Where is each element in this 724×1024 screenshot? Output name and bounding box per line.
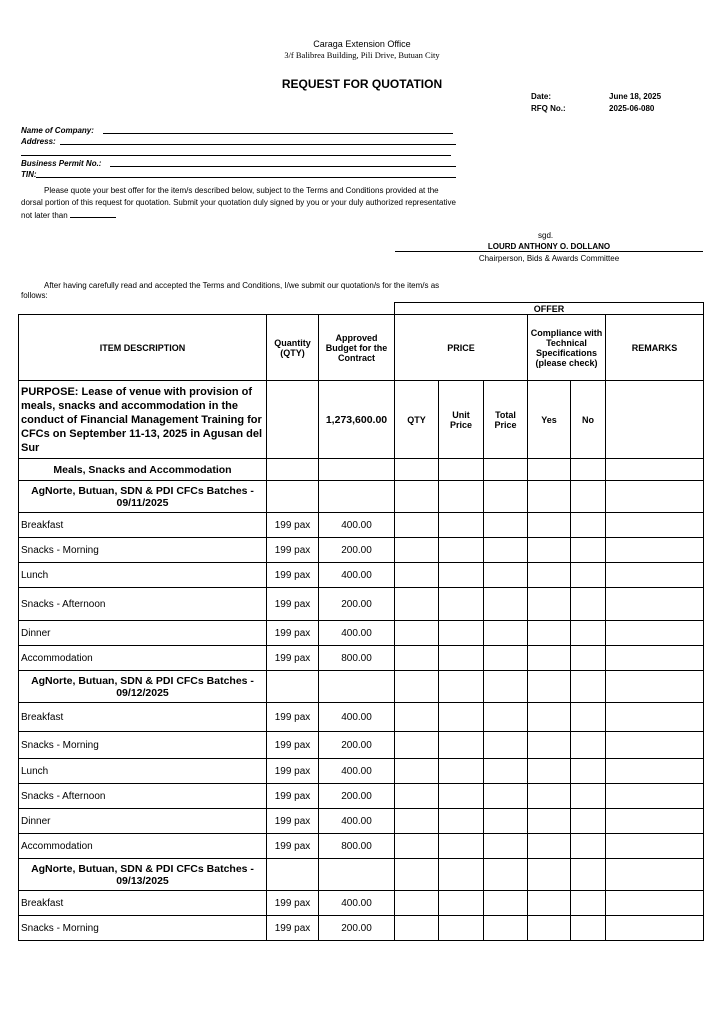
table-row bbox=[19, 703, 704, 732]
item-description: Dinner bbox=[19, 809, 267, 834]
item-abc: 400.00 bbox=[319, 621, 395, 646]
item-quantity: 199 pax bbox=[267, 588, 319, 621]
remarks-cell[interactable] bbox=[606, 759, 704, 784]
item-abc: 400.00 bbox=[319, 891, 395, 916]
item-description-header: ITEM DESCRIPTION bbox=[19, 315, 267, 381]
compliance-no-cell[interactable] bbox=[571, 916, 606, 941]
remarks-header: REMARKS bbox=[606, 315, 704, 381]
subheader-qty: QTY bbox=[395, 381, 439, 459]
compliance-yes-cell[interactable] bbox=[528, 513, 571, 538]
offer-qty-cell[interactable] bbox=[395, 588, 439, 621]
quotation-table bbox=[18, 302, 704, 941]
offer-qty-cell[interactable] bbox=[395, 732, 439, 759]
remarks-cell[interactable] bbox=[606, 703, 704, 732]
unit-price-cell[interactable] bbox=[439, 621, 484, 646]
item-quantity: 199 pax bbox=[267, 703, 319, 732]
abc-header: Approved Budget for the Contract bbox=[319, 315, 395, 381]
unit-price-cell[interactable] bbox=[439, 732, 484, 759]
unit-price-cell[interactable] bbox=[439, 563, 484, 588]
remarks-cell[interactable] bbox=[606, 732, 704, 759]
item-abc: 800.00 bbox=[319, 834, 395, 859]
item-abc: 200.00 bbox=[319, 538, 395, 563]
subheader-yes: Yes bbox=[528, 381, 571, 459]
office-address: 3/f Balibrea Building, Pili Drive, Butuan City bbox=[284, 50, 440, 60]
remarks-cell[interactable] bbox=[606, 834, 704, 859]
item-quantity: 199 pax bbox=[267, 538, 319, 563]
compliance-yes-cell[interactable] bbox=[528, 646, 571, 671]
address-line-2[interactable] bbox=[21, 155, 451, 156]
total-price-cell[interactable] bbox=[484, 538, 528, 563]
rfq-number-label: RFQ No.: bbox=[531, 104, 566, 113]
offer-qty-cell[interactable] bbox=[395, 891, 439, 916]
table-row bbox=[19, 646, 704, 671]
compliance-no-cell[interactable] bbox=[571, 563, 606, 588]
remarks-cell[interactable] bbox=[606, 784, 704, 809]
item-description: Lunch bbox=[19, 563, 267, 588]
unit-price-cell[interactable] bbox=[439, 759, 484, 784]
item-abc: 400.00 bbox=[319, 563, 395, 588]
item-quantity: 199 pax bbox=[267, 513, 319, 538]
group-title: AgNorte, Butuan, SDN & PDI CFCs Batches - 09/12/2025 bbox=[19, 671, 267, 703]
compliance-yes-cell[interactable] bbox=[528, 759, 571, 784]
item-quantity: 199 pax bbox=[267, 759, 319, 784]
compliance-yes-cell[interactable] bbox=[528, 563, 571, 588]
office-header bbox=[0, 39, 724, 61]
item-description: Lunch bbox=[19, 759, 267, 784]
compliance-no-cell[interactable] bbox=[571, 703, 606, 732]
offer-qty-cell[interactable] bbox=[395, 834, 439, 859]
item-quantity: 199 pax bbox=[267, 732, 319, 759]
total-price-cell[interactable] bbox=[484, 703, 528, 732]
compliance-yes-cell[interactable] bbox=[528, 891, 571, 916]
total-price-cell[interactable] bbox=[484, 891, 528, 916]
deadline-blank[interactable] bbox=[70, 209, 116, 218]
compliance-yes-cell[interactable] bbox=[528, 621, 571, 646]
compliance-yes-cell[interactable] bbox=[528, 538, 571, 563]
item-description: Dinner bbox=[19, 621, 267, 646]
offer-header: OFFER bbox=[395, 303, 704, 315]
remarks-cell[interactable] bbox=[606, 809, 704, 834]
item-quantity: 199 pax bbox=[267, 916, 319, 941]
table-row bbox=[19, 538, 704, 563]
total-price-cell[interactable] bbox=[484, 916, 528, 941]
tin-label: TIN: bbox=[21, 170, 37, 179]
total-price-cell[interactable] bbox=[484, 646, 528, 671]
item-description: Accommodation bbox=[19, 646, 267, 671]
total-price-cell[interactable] bbox=[484, 784, 528, 809]
remarks-cell[interactable] bbox=[606, 891, 704, 916]
item-description: Breakfast bbox=[19, 891, 267, 916]
compliance-no-cell[interactable] bbox=[571, 621, 606, 646]
item-description: Snacks - Morning bbox=[19, 538, 267, 563]
instructions-paragraph bbox=[21, 185, 461, 222]
item-abc: 400.00 bbox=[319, 809, 395, 834]
total-price-cell[interactable] bbox=[484, 732, 528, 759]
remarks-cell[interactable] bbox=[606, 513, 704, 538]
compliance-header: Compliance with Technical Specifications (please check) bbox=[528, 315, 606, 381]
offer-qty-cell[interactable] bbox=[395, 759, 439, 784]
quantity-header: Quantity (QTY) bbox=[267, 315, 319, 381]
table-row bbox=[19, 834, 704, 859]
table-row bbox=[19, 588, 704, 621]
offer-qty-cell[interactable] bbox=[395, 809, 439, 834]
address-label: Address: bbox=[21, 137, 56, 146]
total-price-cell[interactable] bbox=[484, 834, 528, 859]
unit-price-cell[interactable] bbox=[439, 916, 484, 941]
table-row bbox=[19, 621, 704, 646]
compliance-no-cell[interactable] bbox=[571, 891, 606, 916]
rfq-number-row bbox=[531, 104, 655, 113]
compliance-no-cell[interactable] bbox=[571, 646, 606, 671]
unit-price-cell[interactable] bbox=[439, 891, 484, 916]
remarks-cell[interactable] bbox=[606, 538, 704, 563]
item-abc: 200.00 bbox=[319, 588, 395, 621]
compliance-yes-cell[interactable] bbox=[528, 834, 571, 859]
subheader-unit-price: Unit Price bbox=[439, 381, 484, 459]
offer-qty-cell[interactable] bbox=[395, 563, 439, 588]
item-quantity: 199 pax bbox=[267, 809, 319, 834]
item-abc: 400.00 bbox=[319, 513, 395, 538]
remarks-cell[interactable] bbox=[606, 621, 704, 646]
unit-price-cell[interactable] bbox=[439, 809, 484, 834]
business-permit-line[interactable] bbox=[110, 166, 456, 167]
tin-line[interactable] bbox=[36, 177, 456, 178]
item-abc: 800.00 bbox=[319, 646, 395, 671]
unit-price-cell[interactable] bbox=[439, 784, 484, 809]
compliance-no-cell[interactable] bbox=[571, 732, 606, 759]
total-price-cell[interactable] bbox=[484, 621, 528, 646]
offer-qty-cell[interactable] bbox=[395, 621, 439, 646]
compliance-yes-cell[interactable] bbox=[528, 732, 571, 759]
intro-text: After having carefully read and accepted the Terms and Conditions, I/we submit our quotation/s for the item/s as follows: bbox=[21, 281, 440, 300]
total-price-cell[interactable] bbox=[484, 809, 528, 834]
purpose-cell: PURPOSE: Lease of venue with provision of meals, snacks and accommodation in the conduct of Financial Management Training for CFCs on September 11-13, 2025 in Agusan del Sur bbox=[19, 381, 267, 459]
sgd-mark: sgd. bbox=[538, 231, 554, 240]
item-abc: 200.00 bbox=[319, 916, 395, 941]
compliance-yes-cell[interactable] bbox=[528, 703, 571, 732]
item-abc: 400.00 bbox=[319, 759, 395, 784]
subheader-total-price: Total Price bbox=[484, 381, 528, 459]
offer-qty-cell[interactable] bbox=[395, 784, 439, 809]
offer-qty-cell[interactable] bbox=[395, 538, 439, 563]
item-description: Accommodation bbox=[19, 834, 267, 859]
price-header: PRICE bbox=[395, 315, 528, 381]
item-quantity: 199 pax bbox=[267, 646, 319, 671]
table-body bbox=[19, 481, 704, 941]
remarks-cell[interactable] bbox=[606, 646, 704, 671]
item-abc: 200.00 bbox=[319, 784, 395, 809]
unit-price-cell[interactable] bbox=[439, 646, 484, 671]
office-name: Caraga Extension Office bbox=[313, 39, 411, 49]
rfq-number-value: 2025-06-080 bbox=[609, 104, 655, 113]
group-row bbox=[19, 481, 704, 513]
table-row bbox=[19, 759, 704, 784]
offer-qty-cell[interactable] bbox=[395, 513, 439, 538]
item-abc: 200.00 bbox=[319, 732, 395, 759]
group-title: AgNorte, Butuan, SDN & PDI CFCs Batches - 09/11/2025 bbox=[19, 481, 267, 513]
total-price-cell[interactable] bbox=[484, 759, 528, 784]
table-row bbox=[19, 732, 704, 759]
purpose-abc: 1,273,600.00 bbox=[319, 381, 395, 459]
company-label: Name of Company: bbox=[21, 126, 94, 135]
subheader-no: No bbox=[571, 381, 606, 459]
compliance-no-cell[interactable] bbox=[571, 759, 606, 784]
instructions-text: Please quote your best offer for the item/s described below, subject to the Terms and Conditions provided at the dorsal portion of this request for quotation. Submit your quotation duly signed by you or your duly authorized representative not later than bbox=[21, 186, 456, 220]
compliance-no-cell[interactable] bbox=[571, 834, 606, 859]
category-heading: Meals, Snacks and Accommodation bbox=[19, 459, 267, 481]
item-abc: 400.00 bbox=[319, 703, 395, 732]
compliance-no-cell[interactable] bbox=[571, 784, 606, 809]
group-row bbox=[19, 671, 704, 703]
date-value: June 18, 2025 bbox=[609, 92, 662, 101]
remarks-cell[interactable] bbox=[606, 563, 704, 588]
item-description: Breakfast bbox=[19, 703, 267, 732]
table-row bbox=[19, 809, 704, 834]
total-price-cell[interactable] bbox=[484, 513, 528, 538]
date-label: Date: bbox=[531, 92, 552, 101]
compliance-yes-cell[interactable] bbox=[528, 784, 571, 809]
item-quantity: 199 pax bbox=[267, 891, 319, 916]
table-row bbox=[19, 563, 704, 588]
business-permit-label: Business Permit No.: bbox=[21, 159, 102, 168]
item-description: Snacks - Afternoon bbox=[19, 784, 267, 809]
item-description: Snacks - Afternoon bbox=[19, 588, 267, 621]
offer-qty-cell[interactable] bbox=[395, 916, 439, 941]
offer-qty-cell[interactable] bbox=[395, 646, 439, 671]
compliance-no-cell[interactable] bbox=[571, 588, 606, 621]
unit-price-cell[interactable] bbox=[439, 513, 484, 538]
item-description: Snacks - Morning bbox=[19, 732, 267, 759]
item-quantity: 199 pax bbox=[267, 621, 319, 646]
table-row bbox=[19, 891, 704, 916]
date-row bbox=[531, 92, 662, 101]
item-description: Snacks - Morning bbox=[19, 916, 267, 941]
table-row bbox=[19, 784, 704, 809]
address-line-1[interactable] bbox=[60, 144, 456, 145]
table-header bbox=[19, 303, 704, 481]
table-row bbox=[19, 916, 704, 941]
remarks-cell[interactable] bbox=[606, 588, 704, 621]
compliance-no-cell[interactable] bbox=[571, 538, 606, 563]
signatory-name: LOURD ANTHONY O. DOLLANO bbox=[487, 242, 611, 251]
item-quantity: 199 pax bbox=[267, 563, 319, 588]
signature-line bbox=[395, 251, 703, 252]
item-description: Breakfast bbox=[19, 513, 267, 538]
document-title: REQUEST FOR QUOTATION bbox=[281, 77, 443, 91]
compliance-yes-cell[interactable] bbox=[528, 588, 571, 621]
compliance-no-cell[interactable] bbox=[571, 809, 606, 834]
item-quantity: 199 pax bbox=[267, 784, 319, 809]
compliance-yes-cell[interactable] bbox=[528, 809, 571, 834]
unit-price-cell[interactable] bbox=[439, 834, 484, 859]
remarks-cell[interactable] bbox=[606, 916, 704, 941]
unit-price-cell[interactable] bbox=[439, 538, 484, 563]
total-price-cell[interactable] bbox=[484, 563, 528, 588]
unit-price-cell[interactable] bbox=[439, 703, 484, 732]
offer-qty-cell[interactable] bbox=[395, 703, 439, 732]
group-title: AgNorte, Butuan, SDN & PDI CFCs Batches - 09/13/2025 bbox=[19, 859, 267, 891]
item-quantity: 199 pax bbox=[267, 834, 319, 859]
group-row bbox=[19, 859, 704, 891]
company-name-line[interactable] bbox=[103, 133, 453, 134]
compliance-no-cell[interactable] bbox=[571, 513, 606, 538]
table-row bbox=[19, 513, 704, 538]
signatory-position: Chairperson, Bids & Awards Committee bbox=[478, 254, 620, 263]
unit-price-cell[interactable] bbox=[439, 588, 484, 621]
compliance-yes-cell[interactable] bbox=[528, 916, 571, 941]
total-price-cell[interactable] bbox=[484, 588, 528, 621]
